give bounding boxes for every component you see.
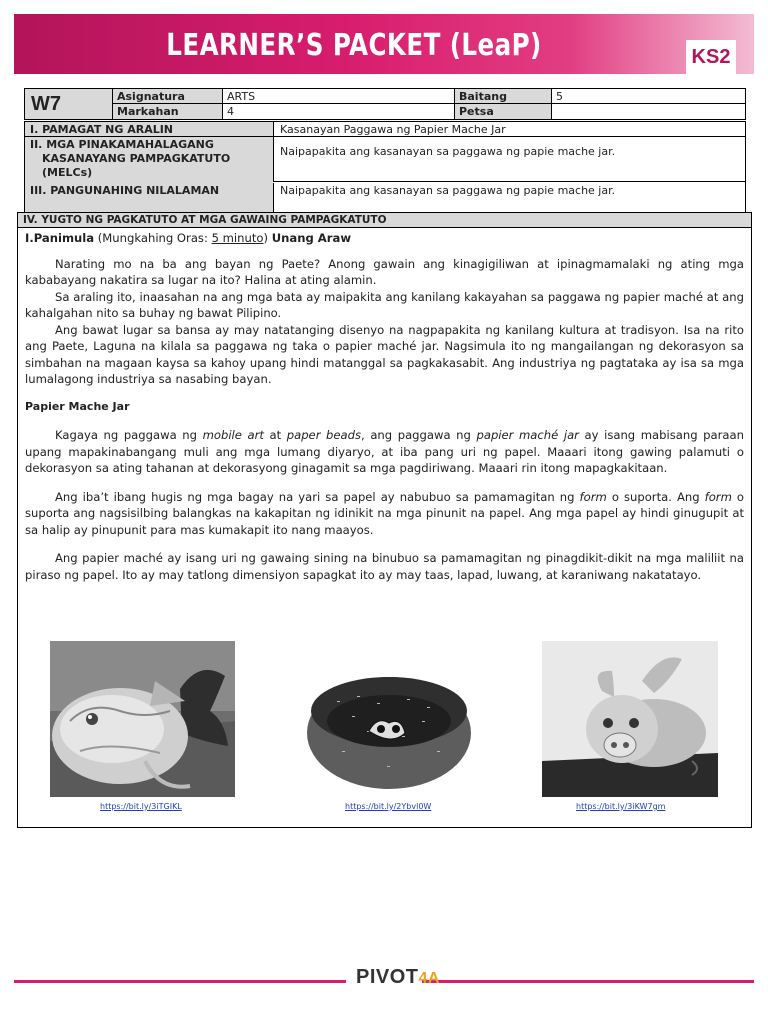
image-2-link[interactable]: https://bit.ly/2Ybvl0W xyxy=(345,802,432,811)
pamagat-value: Kasanayan Paggawa ng Papier Mache Jar xyxy=(273,122,745,137)
bowl-papier-mache-image xyxy=(297,641,482,797)
image-1-link[interactable]: https://bit.ly/3iTGIKL xyxy=(100,802,182,811)
pig-papier-mache-image xyxy=(542,641,718,797)
image-row xyxy=(18,641,751,821)
fish-papier-mache-image xyxy=(50,641,235,797)
info-table xyxy=(24,88,746,120)
lesson-content xyxy=(18,228,751,583)
petsa-value xyxy=(552,104,745,119)
ks-badge: KS2 xyxy=(686,40,736,74)
nilalaman-label: III. PANGUNAHING NILALAMAN xyxy=(30,184,220,197)
melcs-value: Naipapakita ang kasanayan sa paggawa ng papie mache jar. xyxy=(273,137,745,182)
page-title: LEARNER’S PACKET (LeaP) xyxy=(166,28,542,63)
baitang-value: 5 xyxy=(552,89,745,104)
markahan-value: 4 xyxy=(223,104,455,119)
main-section xyxy=(17,212,752,828)
melcs-label: II. MGA PINAKAMAHALAGANG KASANAYANG PAMPAGKATUTO (MELCs) III. PANGUNAHING NILALAMAN xyxy=(25,137,273,212)
section-heading: IV. YUGTO NG PAGKATUTO AT MGA GAWAING PAMPAGKATUTO xyxy=(18,213,751,228)
baitang-label: Baitang xyxy=(455,89,552,104)
footer-rule-left xyxy=(14,980,346,983)
nilalaman-value: Naipapakita ang kasanayan sa paggawa ng papie mache jar. xyxy=(273,183,745,212)
asignatura-label: Asignatura xyxy=(113,89,223,104)
week-label: W7 xyxy=(25,89,113,119)
paragraph-6: Ang papier maché ay isang uri ng gawaing sining na binubuo sa pamamagitan ng pinagdikit-dikit na mga maliliit na piraso ng papel. Ito ay may tatlong dimensiyon sapagkat ito ay may taas, lapad, luwang, at karaniwang nakatatayo. xyxy=(25,551,744,582)
paragraph-4: Kagaya ng paggawa ng mobile art at paper beads, ang paggawa ng papier maché jar ay isang mabisang paraan upang mapakinabangang muli ang mga lumang diyaryo, at iba pang uri ng papel. Maaari itong gawing palamuti o dekorasyon sa ating tahanan at dekorasyong ginagamit sa mga pagdiriwang. Maaari rin itong mapagkakitaan. xyxy=(25,428,744,475)
paragraph-2: Sa araling ito, inaasahan na ang mga bata ay maipakita ang kanilang kakayahan sa paggawa ng papier maché at ang kahalgahan nito sa buhay ng bawat Pilipino. xyxy=(25,289,744,320)
lesson-info-table xyxy=(24,121,746,213)
panimula-line: I.Panimula (Mungkahing Oras: 5 minuto) Unang Araw xyxy=(25,231,352,245)
asignatura-value: ARTS xyxy=(223,89,455,104)
header-banner xyxy=(14,14,754,74)
markahan-label: Markahan xyxy=(113,104,223,119)
petsa-label: Petsa xyxy=(455,104,552,119)
paragraph-5: Ang iba’t ibang hugis ng mga bagay na yari sa papel ay nabubuo sa pamamagitan ng form o suporta. Ang form o suporta ang nagsisilbing balangkas na kakapitan ng idinikit na mga pinunit na papel. Ang mga papel ay hindi ginugupit at sa halip ay pinupunit para mas kumakapit ito nang maayos. xyxy=(25,489,745,537)
paragraph-1: Narating mo na ba ang bayan ng Paete? Anong gawain ang kinagigiliwan at ipinagmamalaki ng ating mga kababayang nakatira sa lugar na ito? Halina at ating alamin. xyxy=(25,256,744,287)
pivot-logo: PIVOT4A xyxy=(356,966,440,988)
image-3-link[interactable]: https://bit.ly/3iKW7gm xyxy=(576,802,666,811)
footer-rule-right xyxy=(422,980,754,983)
subheading: Papier Mache Jar xyxy=(25,399,130,413)
paragraph-3: Ang bawat lugar sa bansa ay may natatanging disenyo na nagpapakita ng kanilang kultura at tradisyon. Isa na rito ang Paete, Laguna na kilala sa paggawa ng taka o papier maché jar. Nagsimula ito ng mangailangan ng dekorasyon sa simbahan na magaan kaysa sa kahoy upang hindi matanggal sa pagkakasabit. Ang industriya ng pagtataka ay isa sa mga lumalagong industriya sa nasabing bayan. xyxy=(25,322,744,386)
pamagat-label: I. PAMAGAT NG ARALIN xyxy=(25,122,273,137)
